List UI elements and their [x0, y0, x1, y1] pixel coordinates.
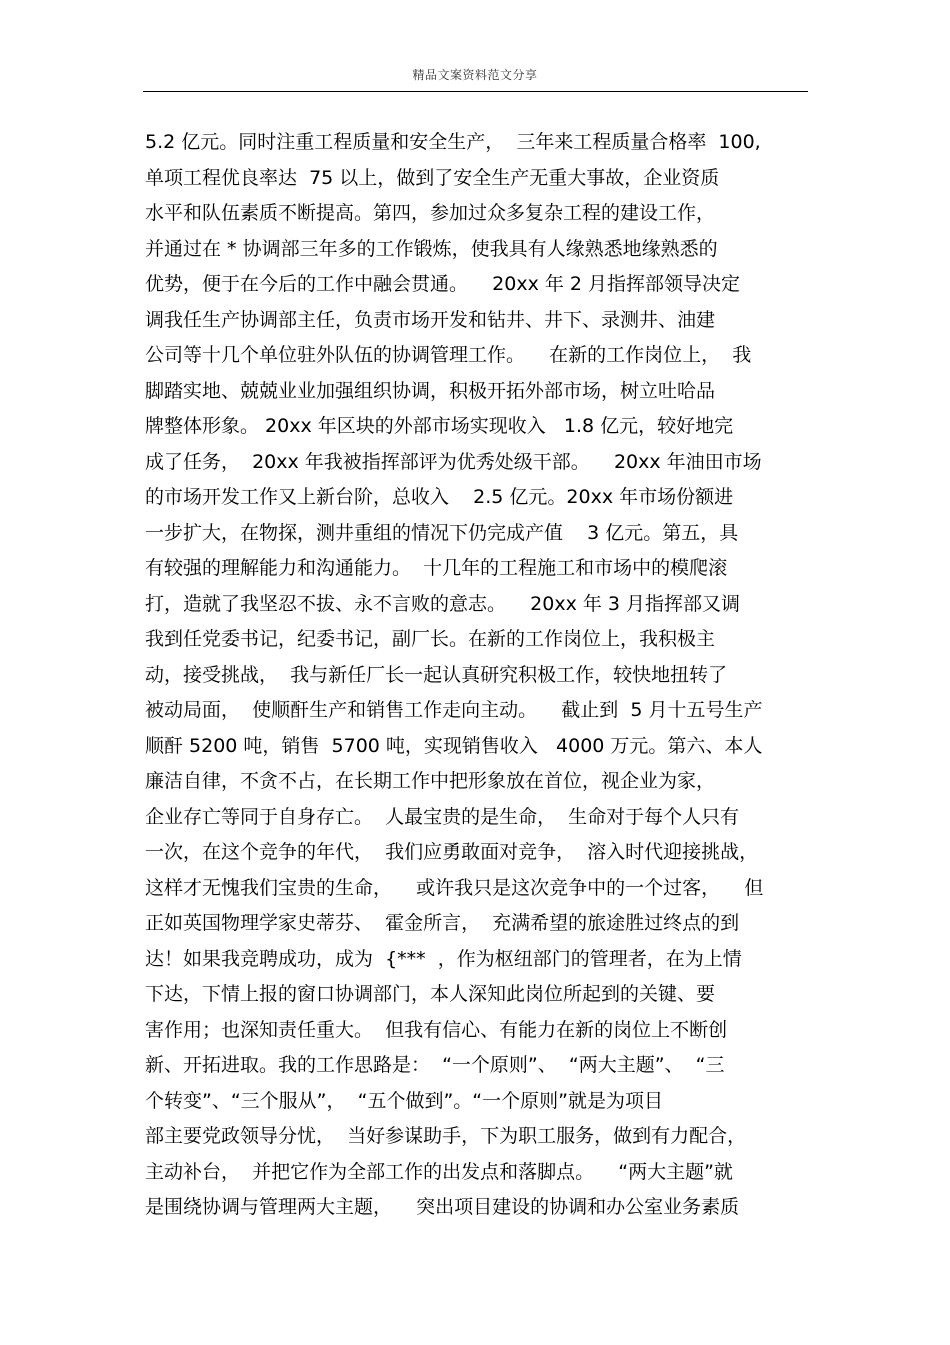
text-line: 并通过在 * 协调部三年多的工作锻炼，使我具有人缘熟悉地缘熟悉的 [145, 237, 718, 260]
text-line: 企业存亡等同于自身存亡。 人最宝贵的是生命， 生命对于每个人只有 [145, 805, 740, 828]
header-divider [143, 91, 808, 92]
text-line: 部主要党政领导分忧， 当好参谋助手，下为职工服务，做到有力配合， [145, 1125, 747, 1147]
text-line: 廉洁自律，不贪不占，在长期工作中把形象放在首位，视企业为家， [145, 770, 716, 792]
text-line: 动，接受挑战， 我与新任厂长一起认真研究积极工作，较快地扭转了 [145, 663, 728, 686]
text-line: 打，造就了我坚忍不拔、永不言败的意志。 20xx 年 3 月指挥部又调 [145, 592, 741, 615]
text-line: 脚踏实地、兢兢业业加强组织协调，积极开拓外部市场，树立吐哈品 [145, 379, 716, 402]
text-line: 这样才无愧我们宝贵的生命， 或许我只是这次竞争中的一个过客， 但 [145, 876, 764, 899]
text-line: 公司等十几个单位驻外队伍的协调管理工作。 在新的工作岗位上， 我 [145, 344, 752, 366]
text-line: 有较强的理解能力和沟通能力。 十几年的工程施工和市场中的模爬滚 [145, 557, 728, 579]
text-line: 我到任党委书记，纪委书记，副厂长。在新的工作岗位上，我积极主 [145, 628, 716, 650]
text-line: 达！如果我竞聘成功，成为 {*** ，作为枢纽部门的管理者，在为上情 [145, 947, 742, 970]
text-line: 害作用；也深知责任重大。 但我有信心、有能力在新的岗位上不断创 [145, 1018, 728, 1041]
text-line: 一次，在这个竞争的年代， 我们应勇敢面对竞争， 溶入时代迎接挑战， [145, 841, 759, 863]
text-line: 调我任生产协调部主任，负责市场开发和钻井、井下、录测井、油建 [145, 308, 716, 331]
text-line: 是围绕协调与管理两大主题， 突出项目建设的协调和办公室业务素质 [145, 1196, 740, 1218]
text-line: 水平和队伍素质不断提高。第四，参加过众多复杂工程的建设工作， [145, 202, 716, 224]
text-line: 顺酐 5200 吨，销售 5700 吨，实现销售收入 4000 万元。第六、本人 [145, 734, 763, 757]
text-line: 成了任务， 20xx 年我被指挥部评为优秀处级干部。 20xx 年油田市场 [145, 450, 762, 473]
text-line: 一步扩大，在物探，测井重组的情况下仍完成产值 3 亿元。第五，具 [145, 521, 739, 544]
document-body [145, 125, 825, 1226]
text-line: 的市场开发工作又上新台阶，总收入 2.5 亿元。20xx 年市场份额进 [145, 486, 734, 508]
text-line: 单项工程优良率达 75 以上，做到了安全生产无重大事故，企业资质 [145, 166, 720, 189]
text-line: 新、开拓进取。我的工作思路是： “一个原则”、 “两大主题”、 “三 [145, 1054, 725, 1076]
page-header: 精品文案资料范文分享 [412, 68, 538, 82]
text-line: 正如英国物理学家史蒂芬、 霍金所言， 充满希望的旅途胜过终点的到 [145, 912, 740, 934]
text-line: 个转变”、“三个服从”， “五个做到”。“一个原则”就是为项目 [145, 1089, 663, 1112]
text-line: 下达，下情上报的窗口协调部门，本人深知此岗位所起到的关键、要 [145, 983, 716, 1005]
text-line: 优势，便于在今后的工作中融会贯通。 20xx 年 2 月指挥部领导决定 [145, 273, 741, 295]
text-line: 被动局面， 使顺酐生产和销售工作走向主动。 截止到 5 月十五号生产 [145, 699, 763, 721]
text-line: 主动补台， 并把它作为全部工作的出发点和落脚点。 “两大主题”就 [145, 1160, 733, 1183]
text-line: 牌整体形象。 20xx 年区块的外部市场实现收入 1.8 亿元，较好地完 [145, 415, 734, 437]
text-line: 5.2 亿元。同时注重工程质量和安全生产， 三年来工程质量合格率 100, [145, 131, 761, 153]
